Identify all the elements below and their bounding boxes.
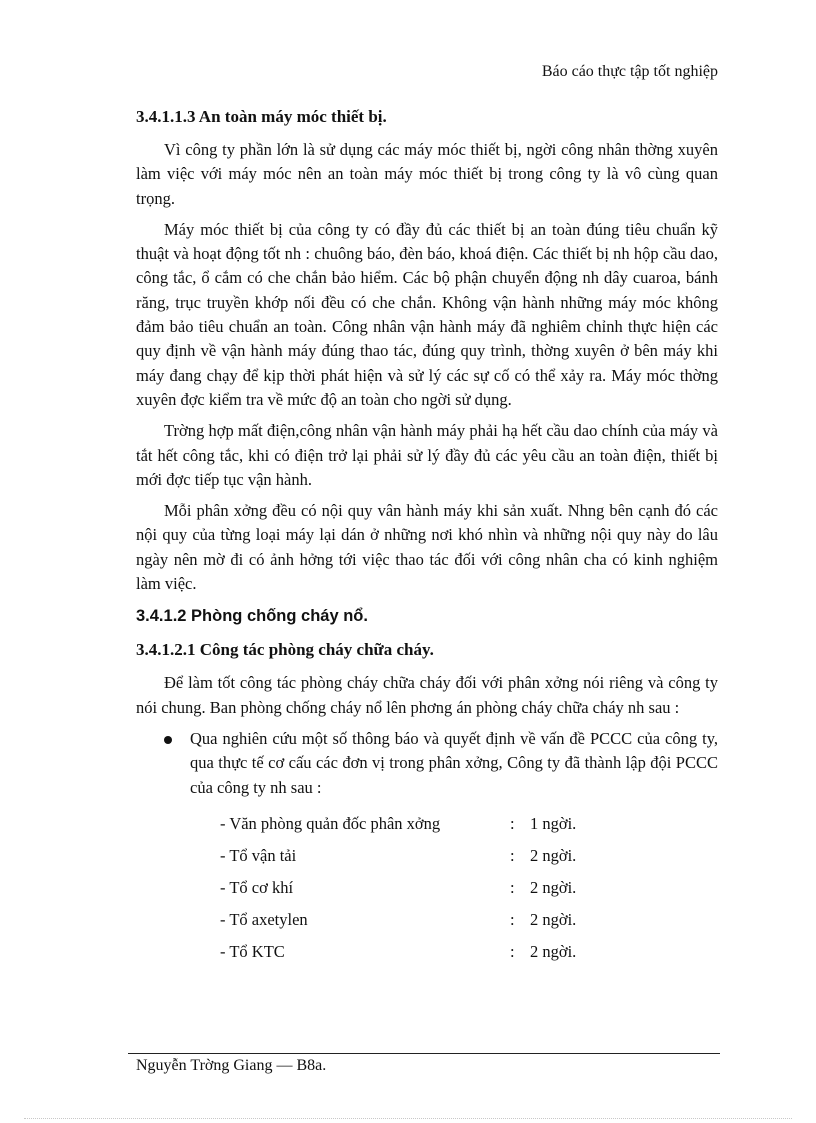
team-name: - Tổ vận tải [220, 845, 297, 865]
page-footer: Nguyễn Trờng Giang — B8a. [136, 1057, 327, 1074]
team-name: - Tổ cơ khí [220, 877, 294, 897]
team-row [220, 840, 630, 872]
team-row [220, 808, 630, 840]
team-row [220, 904, 630, 936]
team-count: 1 ngời. [530, 813, 577, 833]
page-content [136, 104, 718, 968]
bullet-list [136, 727, 718, 800]
team-row [220, 936, 630, 968]
paragraph: Để làm tốt công tác phòng cháy chữa cháy đối với phân xởng nói riêng và công ty nói chung. Ban phòng chống cháy nổ lên phơng án phòng cháy chữa cháy nh sau : [136, 673, 718, 717]
team-roster [220, 808, 630, 968]
team-row [220, 872, 630, 904]
paragraph: Vì công ty phần lớn là sử dụng các máy móc thiết bị, ngời công nhân thờng xuyên làm việc với máy móc nên an toàn máy móc thiết bị trong công ty là vô cùng quan trọng. [136, 140, 718, 208]
team-name: - Tổ axetylen [220, 909, 308, 929]
list-item-text: Qua nghiên cứu một số thông báo và quyết định về vấn đề PCCC của công ty, qua thực tế cơ cấu các đơn vị trong phân xởng, Công ty đã thành lập đội PCCC của công ty nh sau : [190, 728, 718, 797]
team-count: 2 ngời. [530, 877, 577, 897]
team-name: - Văn phòng quản đốc phân xởng [220, 813, 441, 833]
team-name: - Tổ KTC [220, 941, 285, 961]
section-heading-fire-prevention: 3.4.1.2 Phòng chống cháy nổ. [136, 607, 368, 626]
page-edge-divider [24, 1118, 792, 1119]
bullet-icon [164, 736, 172, 744]
list-item [136, 727, 718, 800]
page-header: Báo cáo thực tập tốt nghiệp [541, 63, 718, 80]
team-count: 2 ngời. [530, 941, 577, 961]
footer-divider [128, 1053, 720, 1054]
team-separator: : [510, 941, 515, 961]
section-heading-firefighting: 3.4.1.2.1 Công tác phòng cháy chữa cháy. [136, 640, 434, 660]
section-heading-safety-equipment: 3.4.1.1.3 An toàn máy móc thiết bị. [136, 107, 387, 126]
paragraph: Mỗi phân xởng đều có nội quy vân hành máy khi sản xuất. Nhng bên cạnh đó các nội quy của từng loại máy lại dán ở những nơi khó nhìn và những nội quy này do lâu ngày nên mờ đi có ảnh hởng tới việc thao tác đối với công nhân cha có kinh nghiệm làm việc. [136, 501, 718, 594]
paragraph: Trờng hợp mất điện,công nhân vận hành máy phải hạ hết cầu dao chính của máy và tắt hết công tắc, khi có điện trở lại phải sử lý đầy đủ các yêu cầu an toàn điện, thiết bị mới đợc tiếp tục vận hành. [136, 421, 718, 489]
team-separator: : [510, 877, 515, 897]
paragraph: Máy móc thiết bị của công ty có đầy đủ các thiết bị an toàn đúng tiêu chuẩn kỹ thuật và hoạt động tốt nh : chuông báo, đèn báo, khoá điện. Các thiết bị nh hộp cầu dao, công tắc, ổ cắm có che chắn bảo hiểm. Các bộ phận chuyển động nh dây cuaroa, bánh răng, trục truyền khớp nối đều có che chắn. Không vận hành những máy móc không đảm bảo tiêu chuẩn an toàn. Công nhân vận hành máy đã nghiêm chỉnh thực hiện các quy định về vận hành máy đúng thao tác, đúng quy trình, thờng xuyên ở bên máy khi máy đang chạy để kịp thời phát hiện và sử lý các sự cố có thể xảy ra. Máy móc thờng xuyên đợc kiểm tra về mức độ an toàn cho ngời sử dụng. [136, 219, 718, 409]
team-separator: : [510, 909, 515, 929]
team-count: 2 ngời. [530, 909, 577, 929]
team-count: 2 ngời. [530, 845, 577, 865]
team-separator: : [510, 845, 515, 865]
team-separator: : [510, 813, 515, 833]
